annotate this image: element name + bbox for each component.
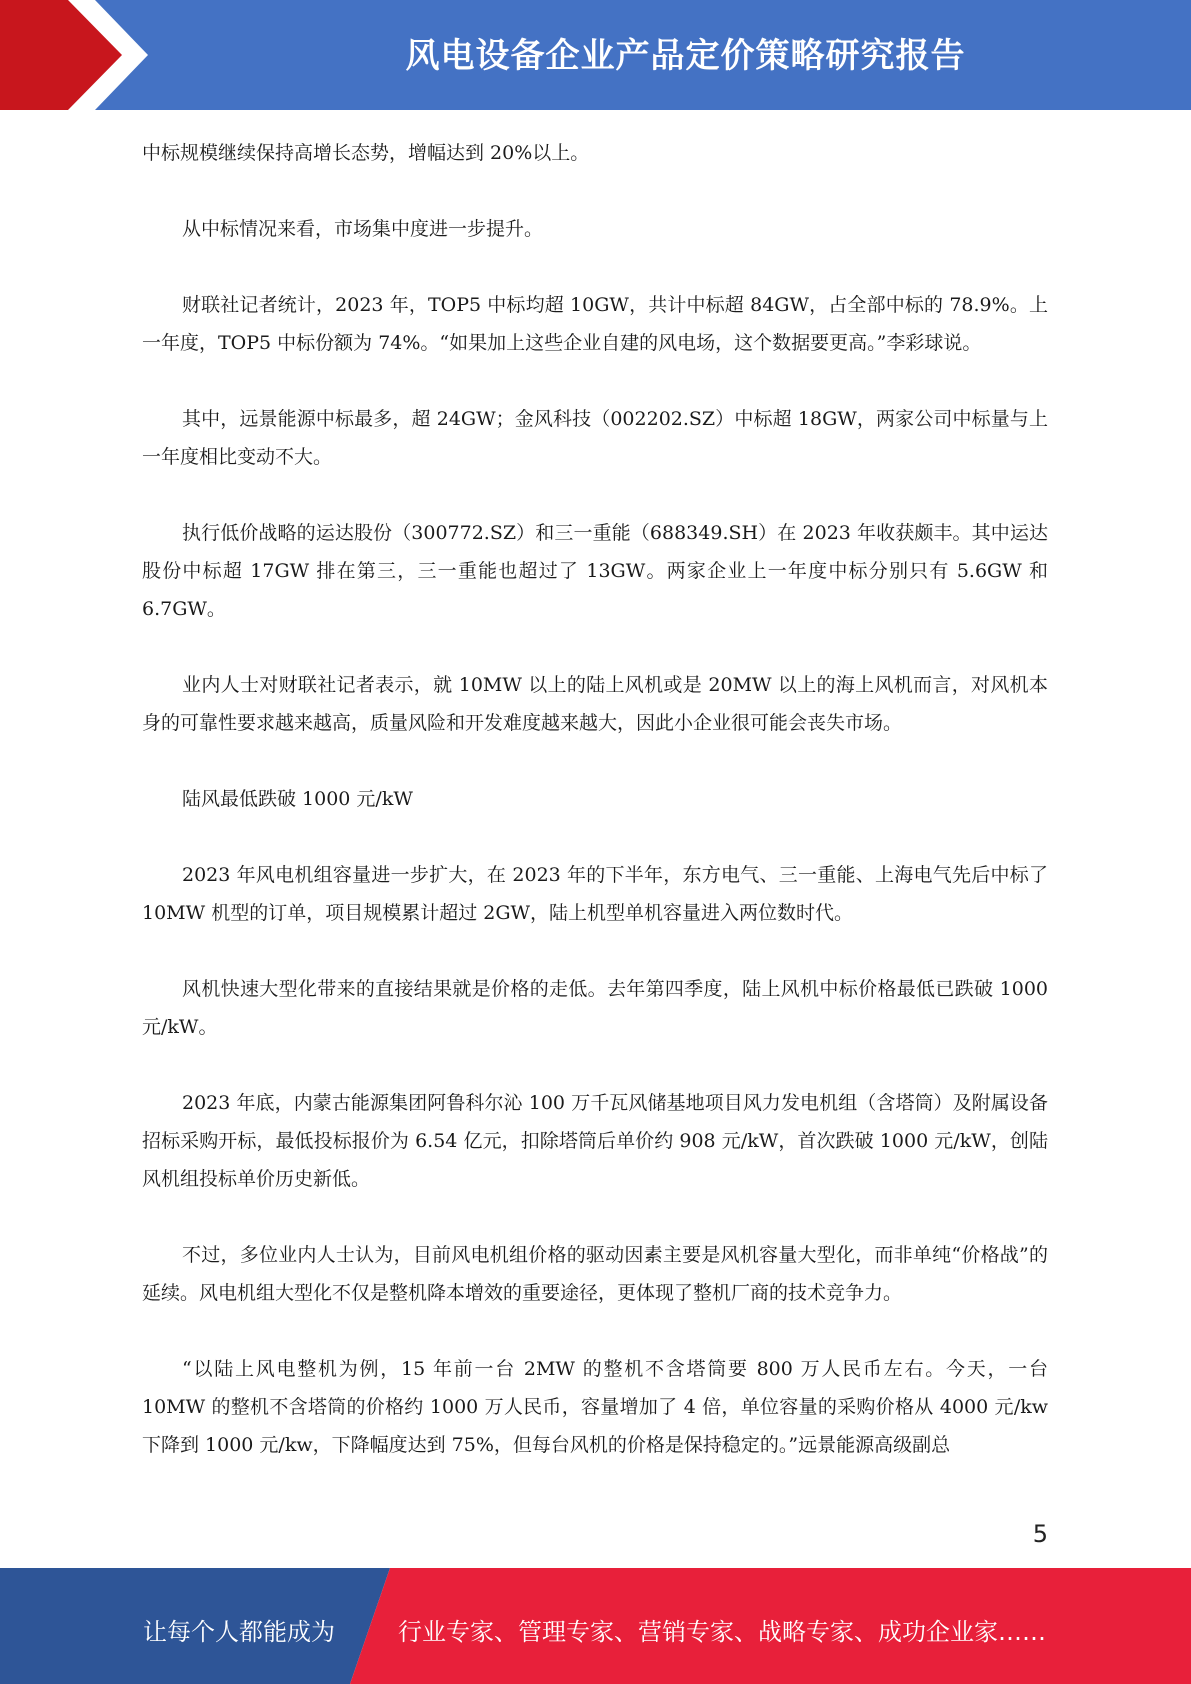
paragraph: 财联社记者统计，2023 年，TOP5 中标均超 10GW，共计中标超 84GW，占全部中标的 78.9%。上一年度，TOP5 中标份额为 74%。“如果加上这些企业自建的风电场，这个数据要更高。”李彩球说。 (142, 294, 1048, 354)
footer-slogan-right: 行业专家、管理专家、营销专家、战略专家、成功企业家…… (398, 1618, 1046, 1646)
header-arrow-decoration (0, 0, 160, 110)
paragraph: 不过，多位业内人士认为，目前风电机组价格的驱动因素主要是风机容量大型化，而非单纯“价格战”的延续。风电机组大型化不仅是整机降本增效的重要途径，更体现了整机厂商的技术竞争力。 (142, 1244, 1048, 1304)
paragraph: 中标规模继续保持高增长态势，增幅达到 20%以上。 (142, 142, 590, 164)
paragraph: 2023 年风电机组容量进一步扩大，在 2023 年的下半年，东方电气、三一重能、上海电气先后中标了 10MW 机型的订单，项目规模累计超过 2GW，陆上机型单机容量进入两位数时代。 (142, 864, 1048, 924)
report-body (142, 134, 1048, 1502)
paragraph: 其中，远景能源中标最多，超 24GW；金风科技（002202.SZ）中标超 18GW，两家公司中标量与上一年度相比变动不大。 (142, 408, 1048, 468)
paragraph: 从中标情况来看，市场集中度进一步提升。 (182, 218, 544, 240)
section-subheading: 陆风最低跌破 1000 元/kW (182, 788, 413, 810)
paragraph: “以陆上风电整机为例，15 年前一台 2MW 的整机不含塔筒要 800 万人民币左右。今天，一台 10MW 的整机不含塔筒的价格约 1000 万人民币，容量增加了 4 倍，单位容量的采购价格从 4000 元/kw 下降到 1000 元/kw，下降幅度达到 75%，但每台风机的价格是保持稳定的。”远景能源高级副总 (142, 1358, 1048, 1456)
paragraph: 2023 年底，内蒙古能源集团阿鲁科尔沁 100 万千瓦风储基地项目风力发电机组（含塔筒）及附属设备招标采购开标，最低投标报价为 6.54 亿元，扣除塔筒后单价约 908 元/kW，首次跌破 1000 元/kW，创陆风机组投标单价历史新低。 (142, 1092, 1048, 1190)
page-number: 5 (1032, 1520, 1048, 1548)
page-footer (0, 1568, 1191, 1684)
paragraph: 风机快速大型化带来的直接结果就是价格的走低。去年第四季度，陆上风机中标价格最低已跌破 1000 元/kW。 (142, 978, 1048, 1038)
paragraph: 业内人士对财联社记者表示，就 10MW 以上的陆上风机或是 20MW 以上的海上风机而言，对风机本身的可靠性要求越来越高，质量风险和开发难度越来越大，因此小企业很可能会丧失市场。 (142, 674, 1048, 734)
footer-slogan-left: 让每个人都能成为 (143, 1618, 335, 1646)
page-header (0, 0, 1191, 110)
document-title: 风电设备企业产品定价策略研究报告 (405, 36, 966, 76)
paragraph: 执行低价战略的运达股份（300772.SZ）和三一重能（688349.SH）在 2023 年收获颇丰。其中运达股份中标超 17GW 排在第三，三一重能也超过了 13GW。两家企业上一年度中标分别只有 5.6GW 和 6.7GW。 (142, 522, 1048, 620)
